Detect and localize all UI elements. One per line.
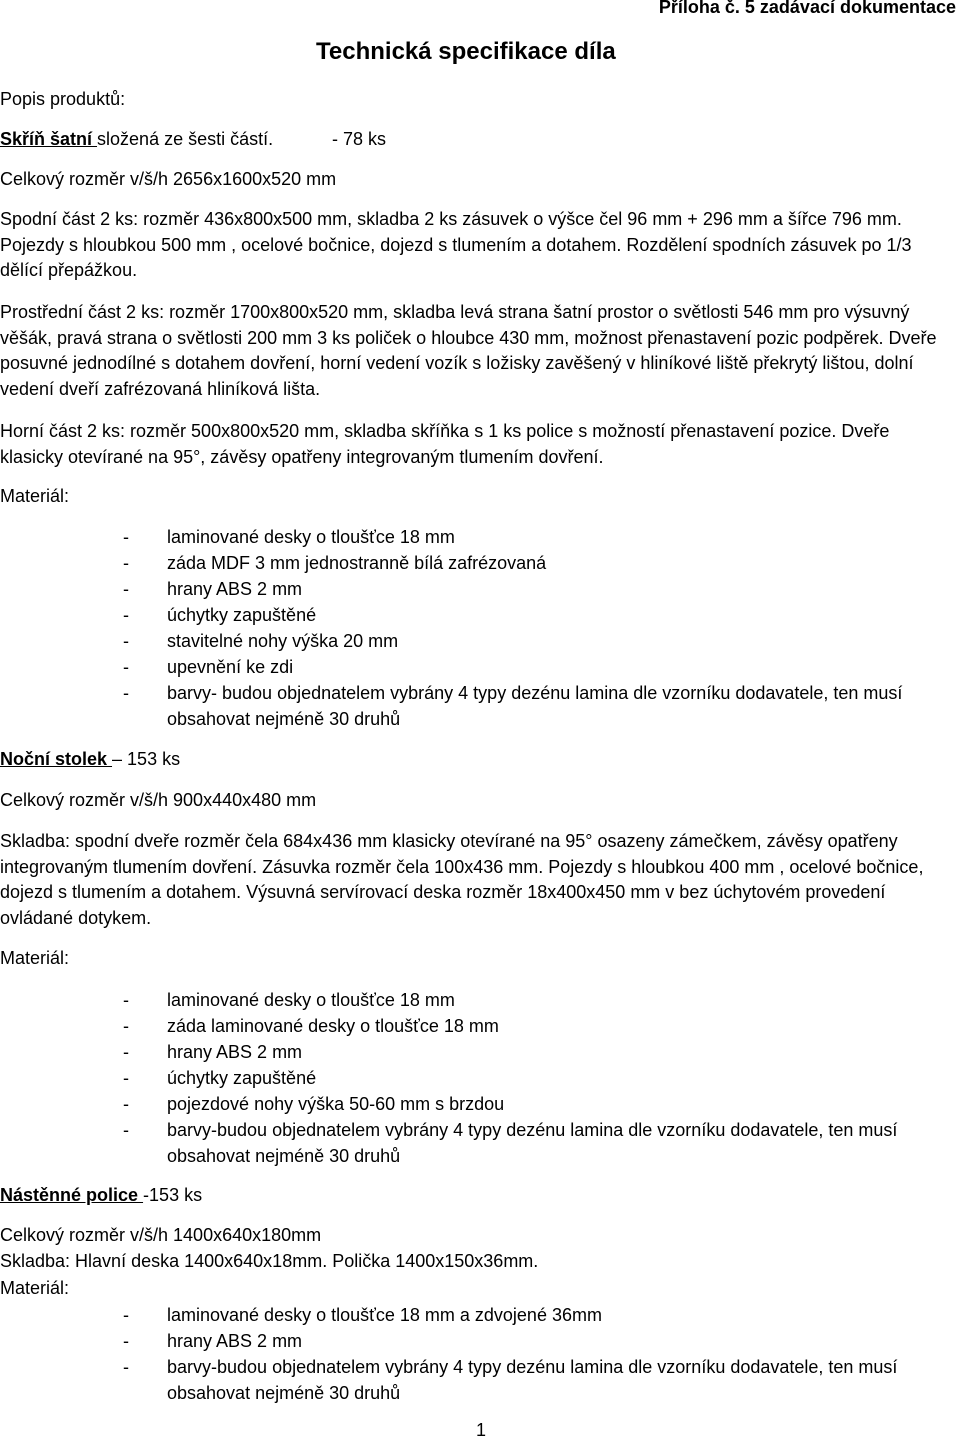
page-number: 1 xyxy=(476,1420,487,1440)
wardrobe-materials xyxy=(123,524,927,732)
shelf-materials xyxy=(123,1302,927,1406)
list-item: - stavitelné nohy výška 20 mm xyxy=(123,631,399,651)
page-title: Technická specifikace díla xyxy=(316,38,616,65)
shelf-count: -153 ks xyxy=(143,1185,203,1205)
wardrobe-material-label: Materiál: xyxy=(0,486,70,506)
wardrobe-middle-part: Prostřední část 2 ks: rozměr 1700x800x520 mm, skladba levá strana šatní prostor o světlosti 546 mm pro výsuvný věšák, pravá strana o světlosti 200 mm 3 ks poliček o hloubce 430 mm, možnost přenastavení pozic podpěrek. Dveře posuvné jednodílné s dotahem dovření, horní vedení vozík s ložisky zavěšený v hliníkové liště překrytý lištou, dolní vedení dveří zafrézovaná hliníková lišta. xyxy=(0,302,937,399)
shelf-name: Nástěnné police xyxy=(0,1185,144,1205)
list-item: - barvy- budou objednatelem vybrány 4 typy dezénu lamina dle vzorníku dodavatele, ten musí obsahovat nejméně 30 druhů xyxy=(123,683,903,729)
list-item: - laminované desky o tloušťce 18 mm xyxy=(123,990,455,1010)
list-item: - upevnění ke zdi xyxy=(123,657,294,677)
wardrobe-heading xyxy=(0,129,273,150)
nightstand-overall: Celkový rozměr v/š/h 900x440x480 mm xyxy=(0,790,317,810)
products-heading: Popis produktů: xyxy=(0,89,126,109)
list-item: - barvy-budou objednatelem vybrány 4 typy dezénu lamina dle vzorníku dodavatele, ten musí obsahovat nejméně 30 druhů xyxy=(123,1357,898,1403)
shelf-material-label: Materiál: xyxy=(0,1278,70,1298)
wardrobe-name: Skříň šatní xyxy=(0,129,98,149)
nightstand-materials xyxy=(123,987,927,1169)
list-item: - záda MDF 3 mm jednostranně bílá zafrézovaná xyxy=(123,553,547,573)
list-item: - záda laminované desky o tloušťce 18 mm xyxy=(123,1016,499,1036)
list-item: - pojezdové nohy výška 50-60 mm s brzdou xyxy=(123,1094,505,1114)
shelf-overall: Celkový rozměr v/š/h 1400x640x180mm xyxy=(0,1225,322,1245)
list-item: - laminované desky o tloušťce 18 mm xyxy=(123,527,455,547)
wardrobe-count: - 78 ks xyxy=(332,129,387,149)
wardrobe-name-rest: složená ze šesti částí. xyxy=(97,129,274,149)
wardrobe-bottom-part: Spodní část 2 ks: rozměr 436x800x500 mm, skladba 2 ks zásuvek o výšce čel 96 mm + 296 mm a šířce 796 mm. Pojezdy s hloubkou 500 mm , ocelové bočnice, dojezd s tlumením a dotahem. Rozdělení spodních zásuvek po 1/3 dělící přepážkou. xyxy=(0,209,912,280)
shelf-heading xyxy=(0,1185,202,1206)
list-item: - hrany ABS 2 mm xyxy=(123,579,303,599)
shelf-composition: Skladba: Hlavní deska 1400x640x18mm. Polička 1400x150x36mm. xyxy=(0,1251,539,1271)
nightstand-name: Noční stolek xyxy=(0,749,113,769)
wardrobe-top-part: Horní část 2 ks: rozměr 500x800x520 mm, skladba skříňka s 1 ks police s možností přenastavení pozice. Dveře klasicky otevírané na 95°, závěsy opatřeny integrovaným tlumením dovření. xyxy=(0,421,890,467)
list-item: - hrany ABS 2 mm xyxy=(123,1042,303,1062)
nightstand-count: – 153 ks xyxy=(112,749,181,769)
list-item: - barvy-budou objednatelem vybrány 4 typy dezénu lamina dle vzorníku dodavatele, ten musí obsahovat nejméně 30 druhů xyxy=(123,1120,898,1166)
list-item: - hrany ABS 2 mm xyxy=(123,1331,303,1351)
nightstand-composition: Skladba: spodní dveře rozměr čela 684x436 mm klasicky otevírané na 95° osazeny zámečkem, závěsy opatřeny integrovaným tlumením dovření. Zásuvka rozměr čela 100x436 mm. Pojezdy s hloubkou 400 mm , ocelové bočnice, dojezd s tlumením a dotahem. Výsuvná servírovací deska rozměr 18x400x450 mm v bez úchytovém provedení ovládané dotykem. xyxy=(0,831,924,928)
list-item: - úchytky zapuštěné xyxy=(123,1068,317,1088)
wardrobe-overall: Celkový rozměr v/š/h 2656x1600x520 mm xyxy=(0,169,337,189)
list-item: - laminované desky o tloušťce 18 mm a zdvojené 36mm xyxy=(123,1305,602,1325)
nightstand-heading xyxy=(0,749,180,770)
nightstand-material-label: Materiál: xyxy=(0,948,70,968)
list-item: - úchytky zapuštěné xyxy=(123,605,317,625)
annex-label: Příloha č. 5 zadávací dokumentace xyxy=(658,0,956,17)
